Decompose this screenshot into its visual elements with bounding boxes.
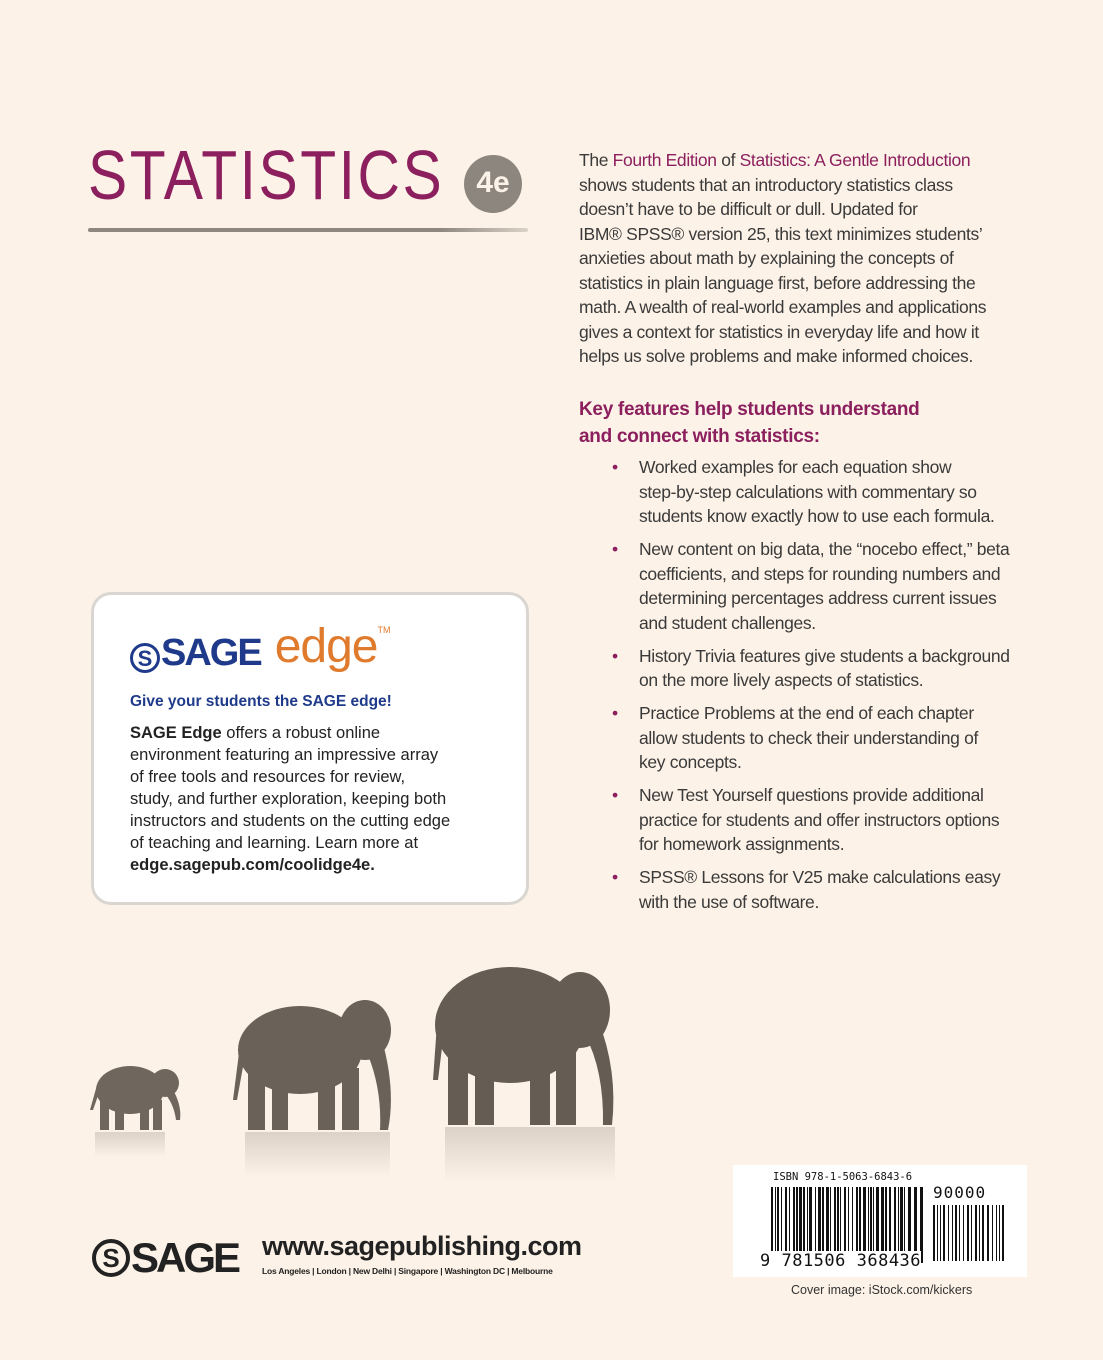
barcode-bar [859,1187,861,1251]
book-title: STATISTICS [88,136,445,214]
intro-text: helps us solve problems and make informed choices. [579,346,973,366]
barcode-bar [900,1187,903,1251]
barcode-bar [885,1187,887,1251]
medium-elephant-icon [233,1000,391,1130]
key-features-heading [579,396,1049,450]
feature-line: Practice Problems at the end of each chapter [639,703,974,723]
feature-list-item [612,644,1052,693]
edge-description [130,722,530,876]
barcode-bar [840,1187,841,1251]
feature-line: Worked examples for each equation show [639,457,952,477]
barcode-bar [876,1187,879,1251]
barcode-bar [992,1205,993,1261]
edge-bold-name: SAGE Edge [130,724,222,742]
intro-paragraph [579,148,1049,369]
barcode-bar [999,1205,1000,1261]
feature-line: for homework assignments. [639,834,845,854]
bullet-icon: • [612,457,618,477]
intro-line [579,344,1049,369]
barcode-bar [943,1205,945,1261]
feature-line: SPSS® Lessons for V25 make calculations easy [639,867,1001,887]
bullet-icon: • [612,645,618,666]
ean-number: 9 781506 368436 [760,1251,922,1271]
feature-list-item [612,865,1052,914]
barcode-bar [777,1187,779,1251]
feature-line: practice for students and offer instructors options [639,809,1000,830]
trademark: TM [377,625,391,635]
edge-url-link[interactable]: edge.sagepub.com/coolidge4e. [130,856,375,874]
barcode-bar [803,1187,805,1251]
barcode-bar [775,1187,776,1251]
barcode-bar [830,1187,831,1251]
intro-line [579,246,1049,271]
heading-line: Key features help students understand [579,399,920,420]
barcode-bar [940,1205,941,1261]
feature-line: on the more lively aspects of statistics. [639,670,924,690]
publisher-cities: Los Angeles | London | New Delhi | Singapore | Washington DC | Melbourne [262,1266,553,1276]
sage-wordmark: SAGE [131,1234,239,1281]
intro-line [579,148,1049,173]
sage-s-icon: S [92,1239,130,1277]
feature-line: New content on big data, the “nocebo effect,” beta [639,539,1010,559]
intro-text: shows students that an introductory statistics class [579,174,953,195]
feature-list [612,455,1052,923]
barcode-bar [894,1187,896,1251]
barcode-bar [818,1187,821,1251]
barcode-bar [852,1187,853,1251]
barcode-bar [809,1187,812,1251]
barcode-bar [904,1187,905,1251]
sage-edge-box [91,592,529,905]
edge-wordmark: edge [274,620,378,673]
edge-line: instructors and students on the cutting edge [130,812,451,830]
barcode-bar [789,1187,790,1251]
highlighted-title: Statistics: A Gentle Introduction [739,150,971,170]
intro-text: math. A wealth of real-world examples and applications [579,297,987,317]
intro-text: IBM® SPSS® version 25, this text minimizes students’ [579,223,983,244]
barcode-bar [933,1205,935,1261]
feature-line: students know exactly how to use each formula. [639,506,995,526]
barcode-bar [952,1205,953,1261]
title-underline [88,228,528,232]
sage-wordmark: SAGE [161,632,261,674]
price-code: 90000 [933,1183,987,1202]
barcode-bar [979,1205,980,1261]
baby-elephant-icon [90,1066,180,1130]
barcode-bar [822,1187,824,1251]
barcode-bar [898,1187,899,1251]
isbn-barcode [733,1165,1027,1277]
intro-text: gives a context for statistics in everyday life and how it [579,321,979,342]
feature-line: and student challenges. [639,612,816,633]
feature-list-item [612,455,1052,529]
feature-line: key concepts. [639,752,742,772]
intro-line [579,320,1049,345]
intro-text: statistics in plain language first, before addressing the [579,272,976,293]
edge-line: offers a robust online [221,724,381,742]
publisher-url[interactable]: www.sagepublishing.com [262,1231,582,1261]
elephants-image [0,940,700,1200]
bullet-icon: • [612,785,618,805]
barcode-bar [815,1187,816,1251]
barcode-bar [863,1187,866,1251]
sage-edge-logo [130,621,390,673]
barcode-bar [982,1205,984,1261]
intro-text: The [579,150,613,170]
intro-line [579,173,1049,198]
large-elephant-icon [433,967,613,1125]
sage-s-icon: S [130,643,160,673]
intro-line [579,295,1049,320]
edge-line: study, and further exploration, keeping both [130,790,447,808]
heading-line: and connect with statistics: [579,426,820,447]
barcode-bar [781,1187,782,1251]
intro-text: of [716,150,740,170]
edge-line: environment featuring an impressive array [130,746,439,764]
feature-list-item [612,783,1052,857]
feature-list-item [612,537,1052,635]
barcode-bar [807,1187,808,1251]
bullet-icon: • [612,867,618,887]
elephant-reflection [95,1127,615,1182]
barcode-bar [937,1205,938,1261]
barcode-bar [881,1187,884,1251]
highlighted-title: Fourth Edition [612,150,717,170]
intro-text: anxieties about math by explaining the concepts of [579,248,954,268]
feature-line: New Test Yourself questions provide additional [639,785,984,805]
edge-tagline: Give your students the SAGE edge! [130,693,392,710]
isbn-label: ISBN 978-1-5063-6843-6 [773,1171,913,1183]
barcode-bar [948,1205,949,1261]
barcode-bar [796,1187,798,1251]
barcode-bar [856,1187,858,1251]
barcode-bar [959,1205,960,1261]
intro-text: doesn’t have to be difficult or dull. Updated for [579,199,918,219]
barcode-bar [868,1187,869,1251]
feature-line: coefficients, and steps for rounding numbers and [639,563,1001,584]
barcode-bar [837,1187,839,1251]
edge-line: of free tools and resources for review, [130,768,406,786]
cover-image-credit: Cover image: iStock.com/kickers [791,1283,973,1297]
feature-line: step-by-step calculations with commentary so [639,481,977,502]
barcode-bar [967,1205,969,1261]
barcode-bar [971,1205,972,1261]
intro-line [579,222,1049,247]
barcode-bar [826,1187,829,1251]
barcode-bar [834,1187,836,1251]
feature-line: with the use of software. [639,891,819,912]
edition-badge: 4e [464,155,522,213]
feature-line: allow students to check their understanding of [639,727,978,748]
intro-line [579,197,1049,222]
bullet-icon: • [612,703,618,723]
feature-line: determining percentages address current issues [639,588,997,608]
barcode-bar [996,1205,997,1261]
barcode-bar [955,1205,957,1261]
sage-publisher-logo [92,1236,238,1280]
barcode-bar [975,1205,977,1261]
edge-line: of teaching and learning. Learn more at [130,834,419,852]
feature-line: History Trivia features give students a background [639,645,1010,666]
barcode-bar [987,1205,989,1261]
barcode-bar [1002,1205,1004,1261]
barcode-bar [908,1187,911,1251]
barcode-bar [870,1187,872,1251]
barcode-bar [963,1205,964,1261]
bullet-icon: • [612,539,618,559]
barcode-bar [785,1187,787,1251]
feature-list-item [612,701,1052,775]
barcode-bar [873,1187,874,1251]
intro-line [579,271,1049,296]
barcode-bar [914,1187,917,1251]
barcode-bar [799,1187,802,1251]
barcode-bar [889,1187,891,1251]
barcode-bar [793,1187,795,1251]
